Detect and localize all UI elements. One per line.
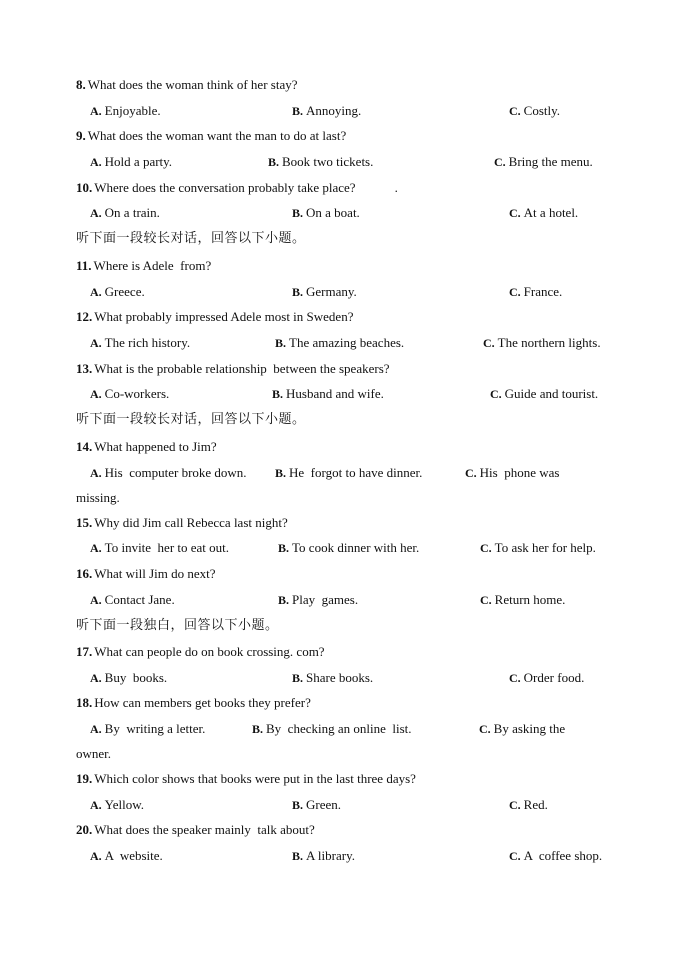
- option-text: Contact Jane.: [104, 592, 175, 607]
- option-text: To cook dinner with her.: [292, 540, 420, 555]
- option-letter: A.: [90, 541, 102, 555]
- option-letter: C.: [480, 541, 492, 555]
- section-header: 听下面一段较长对话，回答以下小题。: [76, 412, 306, 427]
- option-text: Order food.: [523, 670, 585, 685]
- option-a[interactable]: [90, 205, 160, 221]
- option-letter: B.: [268, 155, 280, 169]
- option-text: Play games.: [292, 592, 359, 607]
- option-c[interactable]: [509, 797, 548, 813]
- option-letter: C.: [509, 849, 521, 863]
- question-15: [76, 515, 288, 531]
- question-text: What probably impressed Adele most in Sweden?: [94, 309, 354, 324]
- option-c[interactable]: [479, 721, 565, 737]
- option-text: His phone was: [479, 465, 560, 480]
- option-text: France.: [523, 284, 563, 299]
- question-number: 8.: [76, 77, 86, 92]
- option-letter: C.: [509, 671, 521, 685]
- option-text: Germany.: [306, 284, 357, 299]
- section-header: 听下面一段独白，回答以下小题。: [76, 618, 279, 633]
- option-text: Return home.: [494, 592, 566, 607]
- option-text: Buy books.: [104, 670, 168, 685]
- option-b[interactable]: [275, 335, 404, 351]
- option-b[interactable]: [278, 592, 358, 608]
- option-text: A coffee shop.: [523, 848, 603, 863]
- option-b[interactable]: [268, 154, 373, 170]
- option-letter: B.: [275, 336, 287, 350]
- question-16: [76, 566, 216, 582]
- option-text: To invite her to eat out.: [104, 540, 230, 555]
- question-19: [76, 771, 416, 787]
- option-a[interactable]: [90, 540, 229, 556]
- option-letter: A.: [90, 722, 102, 736]
- option-text: The amazing beaches.: [289, 335, 405, 350]
- question-11: [76, 258, 211, 274]
- option-text: Costly.: [523, 103, 561, 118]
- option-letter: A.: [90, 104, 102, 118]
- option-a[interactable]: [90, 465, 247, 481]
- option-c[interactable]: [480, 592, 565, 608]
- question-18: [76, 695, 311, 711]
- option-letter: A.: [90, 387, 102, 401]
- option-c[interactable]: [509, 205, 578, 221]
- option-a[interactable]: [90, 386, 169, 402]
- option-b[interactable]: [272, 386, 384, 402]
- option-text: Red.: [523, 797, 548, 812]
- question-14: [76, 439, 217, 455]
- option-letter: C.: [509, 104, 521, 118]
- question-number: 17.: [76, 644, 93, 659]
- question-text: How can members get books they prefer?: [94, 695, 311, 710]
- option-text: By checking an online list.: [266, 721, 412, 736]
- option-text: Enjoyable.: [104, 103, 161, 118]
- option-text: Bring the menu.: [508, 154, 593, 169]
- question-9: [76, 128, 346, 144]
- option-letter: A.: [90, 798, 102, 812]
- option-letter: C.: [490, 387, 502, 401]
- question-text: What is the probable relationship between the speakers?: [94, 361, 390, 376]
- option-text: Share books.: [306, 670, 374, 685]
- option-b[interactable]: [292, 797, 341, 813]
- option-letter: C.: [483, 336, 495, 350]
- option-letter: A.: [90, 285, 102, 299]
- option-b[interactable]: [252, 721, 412, 737]
- option-c[interactable]: [490, 386, 598, 402]
- option-letter: B.: [278, 593, 290, 607]
- option-a[interactable]: [90, 592, 175, 608]
- question-17: [76, 644, 325, 660]
- option-c[interactable]: [494, 154, 593, 170]
- option-c[interactable]: [480, 540, 596, 556]
- option-text: On a train.: [104, 205, 160, 220]
- option-letter: C.: [479, 722, 491, 736]
- option-letter: A.: [90, 155, 102, 169]
- question-text: Where does the conversation probably take place? .: [94, 180, 398, 195]
- option-a[interactable]: [90, 335, 190, 351]
- question-text: What does the woman think of her stay?: [87, 77, 298, 92]
- option-text: Yellow.: [104, 797, 145, 812]
- option-text: His computer broke down.: [104, 465, 247, 480]
- question-text: Why did Jim call Rebecca last night?: [94, 515, 288, 530]
- question-number: 16.: [76, 566, 93, 581]
- option-a[interactable]: [90, 670, 167, 686]
- option-text: Husband and wife.: [286, 386, 384, 401]
- option-text: Hold a party.: [104, 154, 173, 169]
- option-b[interactable]: [292, 284, 357, 300]
- question-text: What does the woman want the man to do at last?: [87, 128, 347, 143]
- question-number: 20.: [76, 822, 93, 837]
- option-letter: A.: [90, 336, 102, 350]
- option-c[interactable]: [509, 103, 560, 119]
- option-b[interactable]: [292, 205, 360, 221]
- option-c[interactable]: [465, 465, 559, 481]
- question-number: 13.: [76, 361, 93, 376]
- option-a[interactable]: [90, 721, 205, 737]
- question-text: Where is Adele from?: [93, 258, 212, 273]
- question-13: [76, 361, 390, 377]
- question-text: What can people do on book crossing. com?: [94, 644, 325, 659]
- option-c-continuation: missing.: [76, 490, 120, 505]
- option-letter: C.: [509, 285, 521, 299]
- option-b[interactable]: [292, 103, 361, 119]
- option-b[interactable]: [292, 670, 373, 686]
- question-number: 14.: [76, 439, 93, 454]
- question-number: 15.: [76, 515, 93, 530]
- question-number: 19.: [76, 771, 93, 786]
- option-a[interactable]: [90, 797, 144, 813]
- question-20: [76, 822, 315, 838]
- option-letter: C.: [465, 466, 477, 480]
- option-text: By asking the: [493, 721, 566, 736]
- option-text: By writing a letter.: [104, 721, 206, 736]
- option-text: The northern lights.: [497, 335, 601, 350]
- option-letter: B.: [252, 722, 264, 736]
- question-10: [76, 180, 398, 196]
- option-a[interactable]: [90, 284, 145, 300]
- option-c[interactable]: [509, 848, 602, 864]
- option-a[interactable]: [90, 848, 163, 864]
- option-letter: B.: [292, 849, 304, 863]
- option-letter: B.: [272, 387, 284, 401]
- option-letter: C.: [509, 798, 521, 812]
- option-c[interactable]: [509, 284, 562, 300]
- option-text: Green.: [306, 797, 342, 812]
- option-text: To ask her for help.: [494, 540, 596, 555]
- option-letter: C.: [480, 593, 492, 607]
- option-letter: B.: [292, 671, 304, 685]
- option-text: A website.: [104, 848, 163, 863]
- option-text: Co-workers.: [104, 386, 170, 401]
- option-text: Greece.: [104, 284, 145, 299]
- option-letter: C.: [509, 206, 521, 220]
- question-8: [76, 77, 298, 93]
- option-text: A library.: [306, 848, 355, 863]
- option-letter: A.: [90, 466, 102, 480]
- question-text: Which color shows that books were put in the last three days?: [94, 771, 416, 786]
- question-number: 18.: [76, 695, 93, 710]
- section-header: 听下面一段较长对话，回答以下小题。: [76, 231, 306, 246]
- option-text: He forgot to have dinner.: [289, 465, 423, 480]
- option-letter: A.: [90, 206, 102, 220]
- option-c[interactable]: [483, 335, 601, 351]
- option-a[interactable]: [90, 154, 172, 170]
- question-12: [76, 309, 353, 325]
- option-letter: B.: [292, 798, 304, 812]
- option-letter: C.: [494, 155, 506, 169]
- option-letter: A.: [90, 593, 102, 607]
- option-c-continuation: owner.: [76, 746, 112, 761]
- option-letter: B.: [278, 541, 290, 555]
- question-number: 9.: [76, 128, 86, 143]
- option-letter: A.: [90, 671, 102, 685]
- option-letter: A.: [90, 849, 102, 863]
- option-letter: B.: [275, 466, 287, 480]
- option-b[interactable]: [278, 540, 419, 556]
- option-b[interactable]: [292, 848, 355, 864]
- option-text: Book two tickets.: [282, 154, 374, 169]
- option-text: Annoying.: [306, 103, 362, 118]
- option-text: At a hotel.: [523, 205, 579, 220]
- question-number: 11.: [76, 258, 92, 273]
- option-a[interactable]: [90, 103, 161, 119]
- option-text: The rich history.: [104, 335, 191, 350]
- question-text: What will Jim do next?: [94, 566, 216, 581]
- question-number: 10.: [76, 180, 93, 195]
- option-text: Guide and tourist.: [504, 386, 599, 401]
- question-number: 12.: [76, 309, 93, 324]
- option-text: On a boat.: [306, 205, 360, 220]
- question-text: What does the speaker mainly talk about?: [94, 822, 315, 837]
- option-letter: B.: [292, 285, 304, 299]
- option-letter: B.: [292, 206, 304, 220]
- question-text: What happened to Jim?: [94, 439, 217, 454]
- option-letter: B.: [292, 104, 304, 118]
- option-c[interactable]: [509, 670, 584, 686]
- option-b[interactable]: [275, 465, 422, 481]
